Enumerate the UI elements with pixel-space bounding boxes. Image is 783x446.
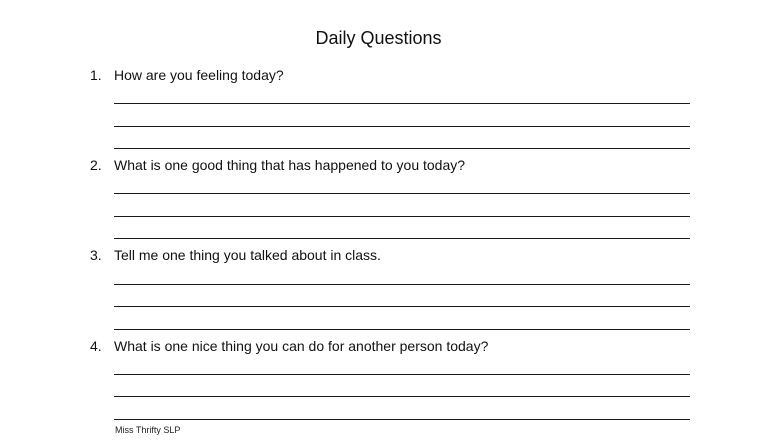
question-number: 3. [90,247,102,263]
page-title: Daily Questions [315,28,442,48]
answer-line[interactable] [114,374,690,375]
question-number: 4. [90,338,102,354]
answer-line[interactable] [114,238,690,239]
answer-line[interactable] [114,329,690,330]
answer-line[interactable] [114,193,690,194]
question-text: What is one good thing that has happened to you today? [114,157,466,173]
question-number: 1. [90,67,102,83]
answer-line[interactable] [114,126,690,127]
answer-line[interactable] [114,148,690,149]
question-text: What is one nice thing you can do for another person today? [114,338,489,354]
question-text: Tell me one thing you talked about in class. [114,247,381,263]
answer-line[interactable] [114,103,690,104]
answer-line[interactable] [114,396,690,397]
question-1 [90,66,690,84]
answer-line[interactable] [114,284,690,285]
answer-line[interactable] [114,216,690,217]
answer-line[interactable] [114,306,690,307]
question-2 [90,156,690,174]
question-number: 2. [90,157,102,173]
answer-line[interactable] [114,419,690,420]
question-text: How are you feeling today? [114,67,284,83]
question-3 [90,246,690,264]
footer-credit: Miss Thrifty SLP [115,425,181,435]
question-4 [90,337,690,355]
